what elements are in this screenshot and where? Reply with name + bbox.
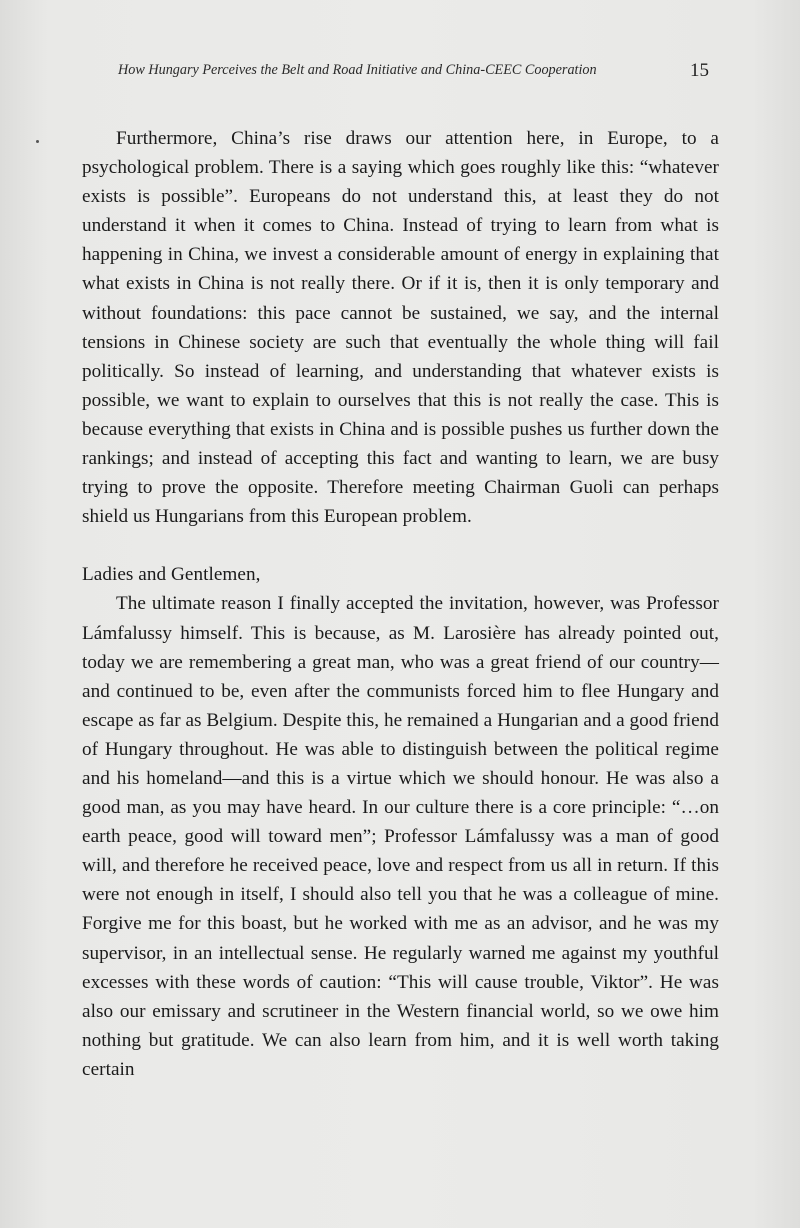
body-text	[82, 124, 719, 1084]
salutation: Ladies and Gentlemen,	[82, 564, 261, 586]
paragraph-china-rise: Furthermore, China’s rise draws our attention here, in Europe, to a psychological problem. There is a saying which goes roughly like this: “whatever exists is possible”. Europeans do not understand this, at least they do not understand it when it comes to China. Instead of trying to learn from what is happening in China, we invest a considerable amount of energy in explaining that what exists in China is not really there. Or if it is, then it is only temporary and without foundations: this pace cannot be sustained, we say, and the internal tensions in Chinese society are such that eventually the whole thing will fail politically. So instead of learning, and understanding that whatever exists is possible, we want to explain to ourselves that this is not really the case. This is because everything that exists in China and is possible pushes us further down the rankings; and instead of accepting this fact and wanting to learn, we are busy trying to prove the opposite. Therefore meeting Chairman Guoli can perhaps shield us Hungarians from this European problem.	[82, 128, 719, 528]
paragraph-lamfalussy: The ultimate reason I finally accepted the invitation, however, was Professor Lámfalussy himself. This is because, as M. Larosière has already pointed out, today we are remembering a great man, who was a great friend of our country—and continued to be, even after the communists forced him to flee Hungary and escape as far as Belgium. Despite this, he remained a Hungarian and a good friend of Hungary throughout. He was able to distinguish between the political regime and his homeland—and this is a virtue which we should honour. He was also a good man, as you may have heard. In our culture there is a core principle: “…on earth peace, good will toward men”; Professor Lámfalussy was a man of good will, and therefore he received peace, love and respect from us all in return. If this were not enough in itself, I should also tell you that he was a colleague of mine. Forgive me for this boast, but he worked with me as an advisor, and he was my supervisor, in an intellectual sense. He regularly warned me against my youthful excesses with these words of caution: “This will cause trouble, Viktor”. He was also our emissary and scrutineer in the Western financial world, so we owe him nothing but gratitude. We can also learn from him, and it is well worth taking certain	[82, 593, 720, 1080]
page-number: 15	[690, 60, 709, 81]
margin-mark	[36, 140, 39, 143]
running-header: How Hungary Perceives the Belt and Road Initiative and China-CEEC Cooperation	[118, 62, 597, 78]
